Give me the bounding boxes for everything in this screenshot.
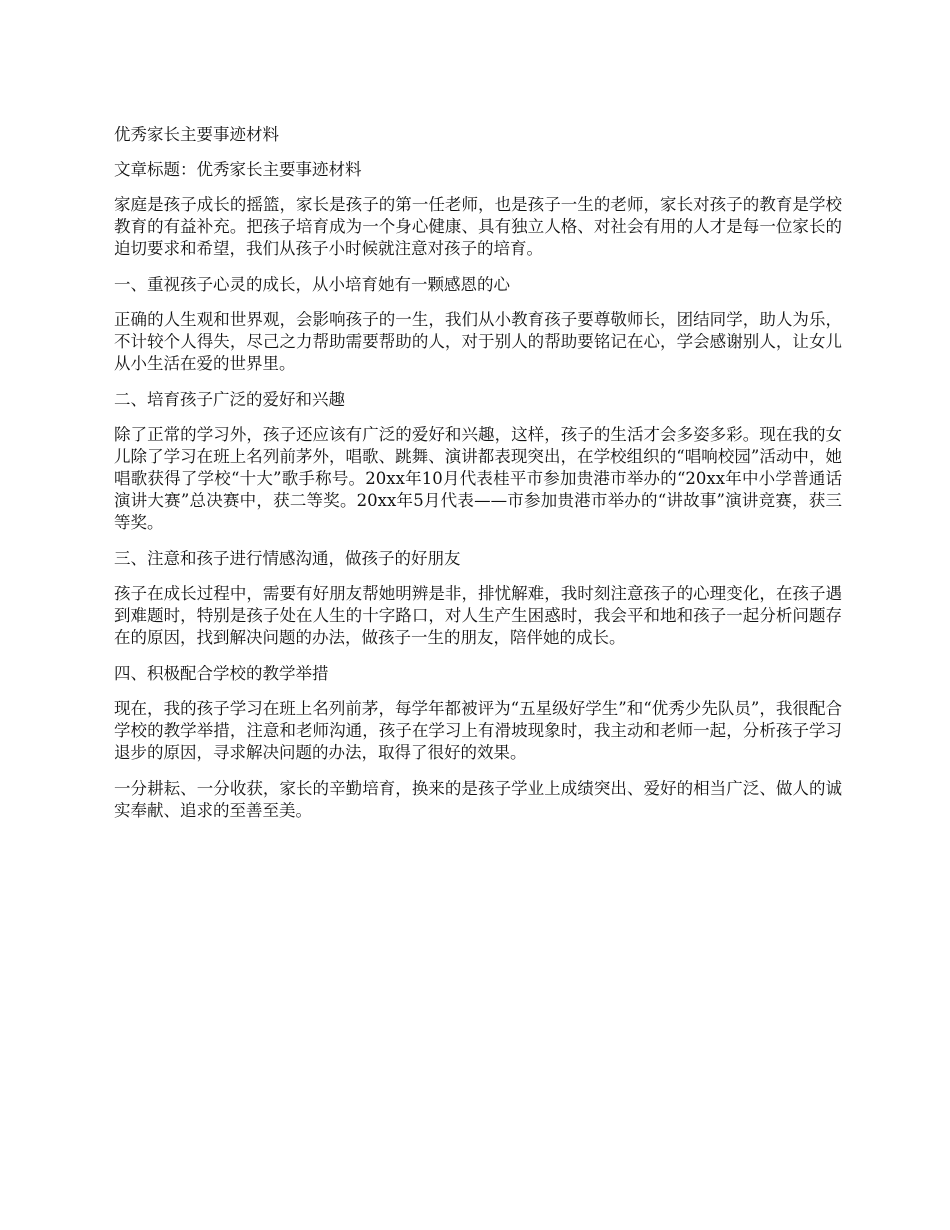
article-title: 文章标题：优秀家长主要事迹材料 [114,160,362,179]
section-heading-2: 二、培育孩子广泛的爱好和兴趣 [114,390,345,409]
section-heading-1: 一、重视孩子心灵的成长，从小培育她有一颗感恩的心 [114,275,510,294]
section-body-4: 现在，我的孩子学习在班上名列前茅，每学年都被评为“五星级好学生”和“优秀少先队员”，我很配合学校的教学举措，注意和老师沟通，孩子在学习上有滑坡现象时，我主动和老师一起，分析孩子学习退步的原因，寻求解决问题的办法，取得了很好的效果。 [114,699,842,762]
intro-paragraph: 家庭是孩子成长的摇篮，家长是孩子的第一任老师，也是孩子一生的老师，家长对孩子的教育是学校教育的有益补充。把孩子培育成为一个身心健康、具有独立人格、对社会有用的人才是每一位家长的迫切要求和希望，我们从孩子小时候就注意对孩子的培育。 [114,195,842,258]
document-title: 优秀家长主要事迹材料 [114,125,279,144]
section-body-1: 正确的人生观和世界观，会影响孩子的一生，我们从小教育孩子要尊敬师长，团结同学，助人为乐，不计较个人得失，尽己之力帮助需要帮助的人，对于别人的帮助要铭记在心，学会感谢别人，让女儿从小生活在爱的世界里。 [114,310,842,373]
document-page [114,124,842,836]
section-body-3: 孩子在成长过程中，需要有好朋友帮她明辨是非，排忧解难，我时刻注意孩子的心理变化，在孩子遇到难题时，特别是孩子处在人生的十字路口，对人生产生困惑时，我会平和地和孩子一起分析问题存在的原因，找到解决问题的办法，做孩子一生的朋友，陪伴她的成长。 [114,584,842,647]
section-heading-3: 三、注意和孩子进行情感沟通，做孩子的好朋友 [114,549,461,568]
section-body-2: 除了正常的学习外，孩子还应该有广泛的爱好和兴趣，这样，孩子的生活才会多姿多彩。现在我的女儿除了学习在班上名列前茅外，唱歌、跳舞、演讲都表现突出，在学校组织的“唱响校园”活动中，她唱歌获得了学校“十大”歌手称号。20xx年10月代表桂平市参加贵港市举办的“20xx年中小学普通话演讲大赛”总决赛中，获二等奖。20xx年5月代表——市参加贵港市举办的“讲故事”演讲竞赛，获三等奖。 [114,425,842,532]
conclusion-paragraph: 一分耕耘、一分收获，家长的辛勤培育，换来的是孩子学业上成绩突出、爱好的相当广泛、做人的诚实奉献、追求的至善至美。 [114,779,842,820]
section-heading-4: 四、积极配合学校的教学举措 [114,664,329,683]
